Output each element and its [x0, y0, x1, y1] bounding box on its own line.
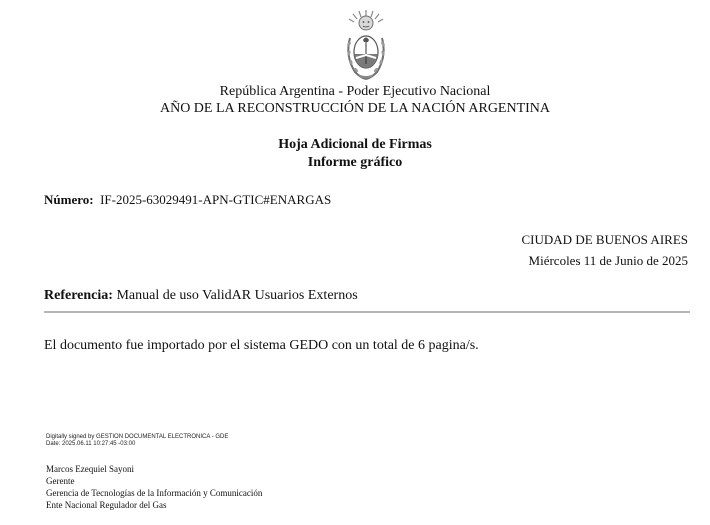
signer-department: Gerencia de Tecnologías de la Información y Comunicación: [46, 488, 263, 498]
document-subtitle: Informe gráfico: [307, 155, 403, 170]
signer-role: Gerente: [46, 476, 75, 486]
document-number-value: IF-2025-63029491-APN-GTIC#ENARGAS: [100, 192, 332, 207]
body-text: El documento fue importado por el sistema GEDO con un total de 6 pagina/s.: [44, 338, 479, 353]
digital-signature-date: Date: 2025.06.11 10:27:45 -03:00: [46, 441, 136, 447]
signer-organization: Ente Nacional Regulador del Gas: [46, 500, 167, 510]
header-line-1: República Argentina - Poder Ejecutivo Nacional: [219, 84, 491, 99]
document-number-label: Número:: [44, 192, 94, 207]
digital-signature-stamp: [46, 434, 228, 448]
reference-value: Manual de uso ValidAR Usuarios Externos: [116, 288, 358, 303]
header-line-2: AÑO DE LA RECONSTRUCCIÓN DE LA NACIÓN ARGENTINA: [159, 101, 551, 116]
city: CIUDAD DE BUENOS AIRES: [521, 232, 688, 247]
coat-of-arms-icon: [341, 8, 391, 82]
reference-label: Referencia:: [44, 288, 113, 303]
document-date: Miércoles 11 de Junio de 2025: [528, 253, 688, 268]
digital-signature-line-1: Digitally signed by GESTION DOCUMENTAL ELECTRONICA - GDE: [46, 434, 229, 440]
document-number: [44, 192, 331, 208]
signer-name: Marcos Ezequiel Sayoni: [46, 464, 134, 474]
divider: [44, 311, 690, 313]
reference: [44, 288, 358, 304]
document-title: Hoja Adicional de Firmas: [278, 137, 432, 152]
signer-block: [46, 463, 262, 511]
